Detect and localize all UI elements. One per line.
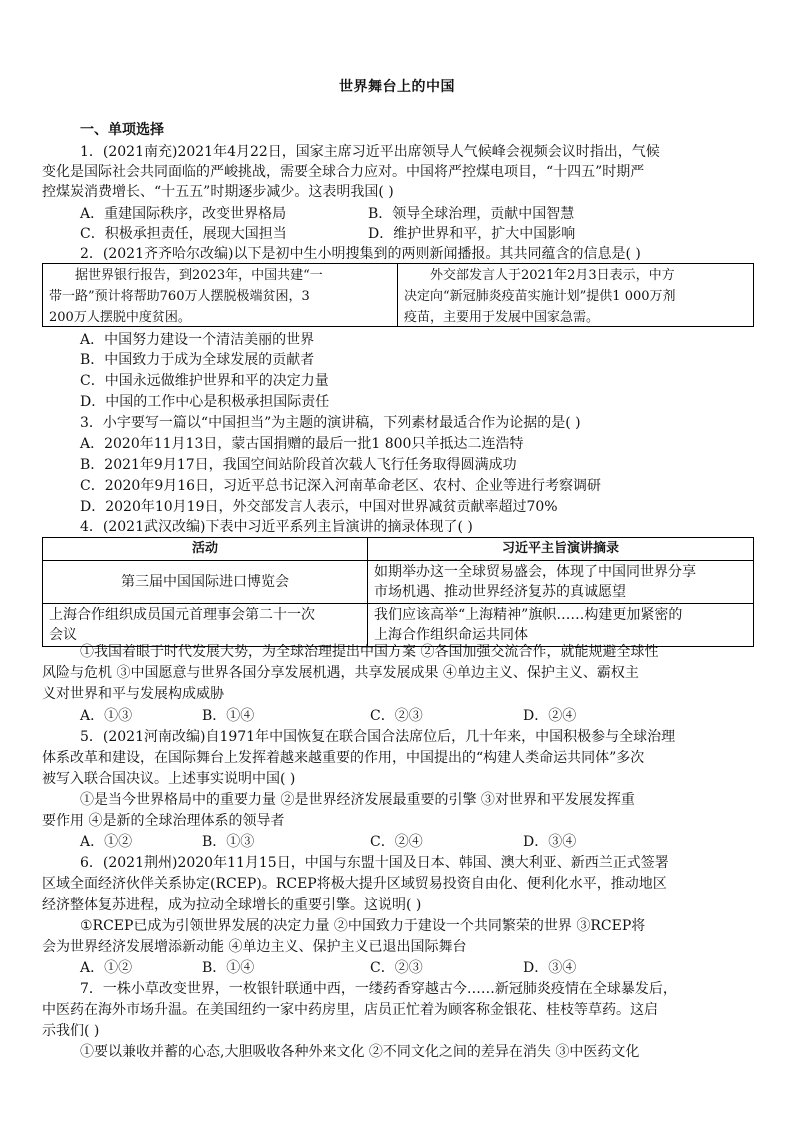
q2-news-box	[42, 263, 754, 327]
table-cell-activity	[43, 604, 368, 647]
q2-news-left	[43, 264, 397, 326]
q7-line: 示我们( )	[42, 1023, 100, 1039]
table-row	[43, 604, 754, 647]
q6-line: 经济整体复苏进程，成为拉动全球增长的重要引擎。这说明( )	[42, 897, 422, 913]
q1-option-d: D．维护世界和平，扩大中国影响	[368, 226, 576, 242]
q4-statement-line: ①我国着眼于时代发展大势，为全球治理提出中国方案 ②各国加强交流合作，就能规避全球性	[80, 644, 659, 660]
q6-line: 6．(2021荆州)2020年11月15日，中国与东盟十国及日本、韩国、澳大利亚、新西兰正式签署	[80, 855, 669, 871]
q6-line: 会为世界经济发展增添新动能 ④单边主义、保护主义已退出国际舞台	[42, 939, 467, 955]
news-right-line: 疫苗，主要用于发展中国家急需。	[404, 310, 600, 325]
q4-option-a: A．①③	[80, 708, 133, 724]
table-header-quote: 习近平主旨演讲摘录	[368, 538, 754, 561]
q4-stem: 4．(2021武汉改编)下表中习近平系列主旨演讲的摘录体现了( )	[80, 519, 473, 535]
q5-line: 要作用 ④是新的全球治理体系的领导者	[42, 813, 285, 829]
q1-option-b: B．领导全球治理，贡献中国智慧	[368, 206, 575, 222]
q5-line: ①是当今世界格局中的重要力量 ②是世界经济发展最重要的引擎 ③对世界和平发展发挥重	[80, 792, 635, 808]
q7-line: 7．一株小草改变世界，一枚银针联通中西，一缕药香穿越古今……新冠肺炎疫情在全球暴发后，	[80, 981, 677, 997]
q5-option-c: C．②④	[370, 834, 423, 850]
section-heading: 一、单项选择	[80, 122, 164, 138]
news-right-line: 外交部发言人于2021年2月3日表示，中方	[430, 268, 675, 283]
q3-option: B．2021年9月17日，我国空间站阶段首次载人飞行任务取得圆满成功	[80, 457, 517, 473]
q2-option: C．中国永远做维护世界和平的决定力量	[80, 373, 329, 389]
news-left-line: 带一路”预计将帮助760万人摆脱极端贫困，3	[49, 289, 310, 304]
q2-option: B．中国致力于成为全球发展的贡献者	[80, 352, 315, 368]
table-cell-activity: 第三届中国国际进口博览会	[43, 561, 368, 604]
q3-option: D．2020年10月19日，外交部发言人表示，中国对世界减贫贡献率超过70%	[80, 499, 558, 515]
q4-option-b: B．①④	[202, 708, 255, 724]
quote-line: 上海合作组织命运共同体	[374, 627, 528, 643]
news-right-line: 决定向“新冠肺炎疫苗实施计划”提供1 000万剂	[404, 289, 676, 304]
q6-option-a: A．①②	[80, 960, 133, 976]
q4-option-d: D．②④	[523, 708, 577, 724]
q1-stem-line: 变化是国际社会共同面临的严峻挑战，需要全球合力应对。中国将严控煤电项目，“十四五”时期严	[42, 164, 645, 180]
q6-line: 区域全面经济伙伴关系协定(RCEP)。RCEP将极大提升区域贸易投资自由化、便利化水平，推动地区	[42, 876, 667, 892]
q5-option-b: B．①③	[202, 834, 255, 850]
q3-option: A．2020年11月13日，蒙古国捐赠的最后一批1 800只羊抵达二连浩特	[80, 436, 524, 452]
table-header-activity: 活动	[43, 538, 368, 561]
q1-stem-line: 控煤炭消费增长、“十五五”时期逐步减少。这表明我国( )	[42, 184, 394, 200]
q4-statement-line: 风险与危机 ③中国愿意与世界各国分享发展机遇，共享发展成果 ④单边主义、保护主义、霸权主	[42, 665, 639, 681]
table-cell-quote	[368, 561, 754, 604]
q5-line: 被写入联合国决议。上述事实说明中国( )	[42, 771, 296, 787]
q1-option-c: C．积极承担责任，展现大国担当	[80, 226, 287, 242]
q4-statement-line: 义对世界和平与发展构成威胁	[42, 686, 224, 702]
q5-option-a: A．①②	[80, 834, 133, 850]
q6-option-c: C．②③	[370, 960, 423, 976]
quote-line: 如期举办这一全球贸易盛会，体现了中国同世界分享	[374, 564, 696, 580]
q2-stem: 2．(2021齐齐哈尔改编)以下是初中生小明搜集到的两则新闻播报。其共同蕴含的信息是( )	[80, 246, 641, 262]
q6-option-b: B．①④	[202, 960, 255, 976]
q2-option: A．中国努力建设一个清洁美丽的世界	[80, 332, 315, 348]
q4-option-c: C．②③	[370, 708, 423, 724]
q1-option-a: A．重建国际秩序，改变世界格局	[80, 206, 287, 222]
page-title: 世界舞台上的中国	[339, 79, 455, 95]
q1-stem-line: 1．(2021南充)2021年4月22日，国家主席习近平出席领导人气候峰会视频会议时指出，气候	[80, 144, 660, 160]
table-cell-quote	[368, 604, 754, 647]
quote-line: 市场机遇、推动世界经济复苏的真诚愿望	[374, 584, 626, 600]
q6-line: ①RCEP已成为引领世界发展的决定力量 ②中国致力于建设一个共同繁荣的世界 ③RCEP将	[80, 918, 646, 934]
q7-line: ①要以兼收并蓄的心态,大胆吸收各种外来文化 ②不同文化之间的差异在消失 ③中医药文化	[80, 1044, 640, 1060]
q5-option-d: D．③④	[523, 834, 577, 850]
q2-option: D．中国的工作中心是积极承担国际责任	[80, 394, 330, 410]
q7-line: 中医药在海外市场升温。在美国纽约一家中药房里，店员正忙着为顾客称金银花、桂枝等草药。这启	[42, 1002, 658, 1018]
q5-line: 体系改革和建设，在国际舞台上发挥着越来越重要的作用，中国提出的“构建人类命运共同体”多次	[42, 750, 645, 766]
q3-stem: 3．小宇要写一篇以“中国担当”为主题的演讲稿，下列素材最适合作为论据的是( )	[80, 415, 581, 431]
news-left-line: 据世界银行报告，到2023年，中国共建“一	[75, 268, 323, 283]
q2-news-right	[397, 264, 753, 326]
table-header-row	[43, 538, 754, 561]
q3-option: C．2020年9月16日，习近平总书记深入河南革命老区、农村、企业等进行考察调研	[80, 478, 602, 494]
q4-speech-table	[42, 537, 754, 647]
news-left-line: 200万人摆脱中度贫困。	[49, 310, 191, 325]
activity-line: 上海合作组织成员国元首理事会第二十一次	[49, 607, 315, 623]
table-row	[43, 561, 754, 604]
quote-line: 我们应该高举“上海精神”旗帜……构建更加紧密的	[374, 607, 683, 623]
q6-option-d: D．③④	[523, 960, 577, 976]
activity-line: 会议	[49, 627, 77, 643]
q5-line: 5．(2021河南改编)自1971年中国恢复在联合国合法席位后，几十年来，中国积极参与全球治理	[80, 729, 676, 745]
